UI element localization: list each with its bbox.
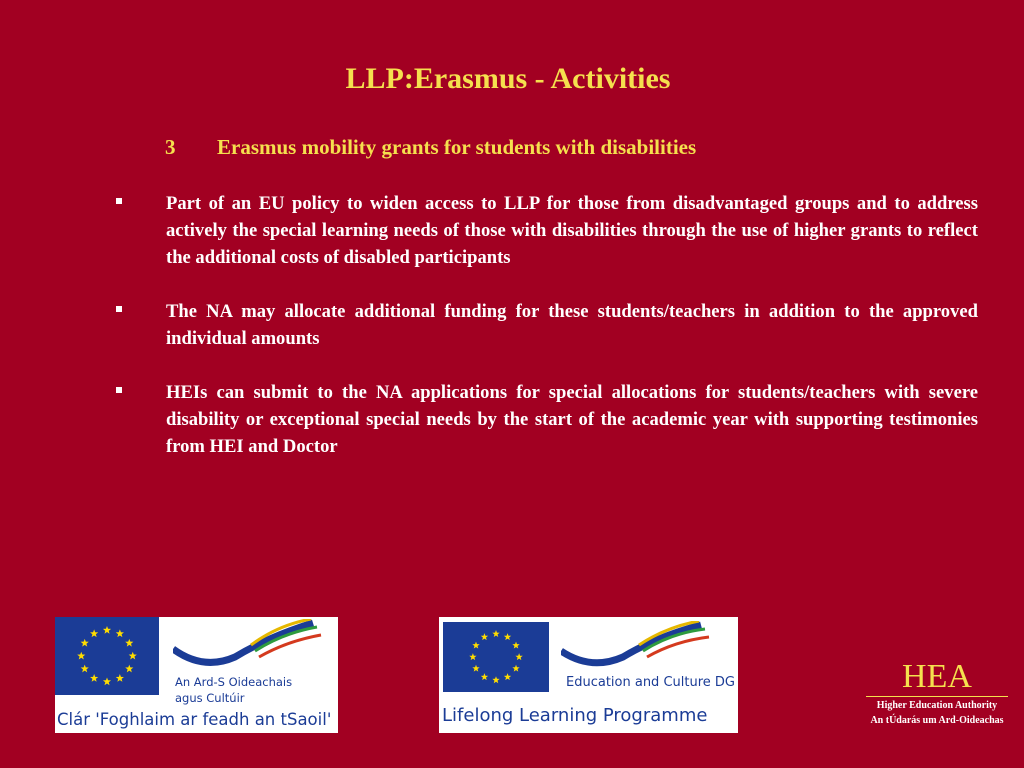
bullet-text: HEIs can submit to the NA applications for special allocations for students/teachers with severe disability or exceptional special needs by the start of the academic year with supporting testimonies from HEI and Doctor [166, 382, 978, 457]
hea-irish-name: An tÚdarás um Ard-Oideachas [870, 715, 1004, 726]
eu-star-icon [81, 665, 89, 673]
bullet-list [112, 190, 978, 487]
eu-flag-icon [55, 617, 159, 695]
bullet-text: Part of an EU policy to widen access to LLP for those from disadvantaged groups and to address actively the special learning needs of those with disabilities through the use of higher grants to reflect the additional costs of disabled participants [166, 193, 978, 268]
eu-star-icon [472, 642, 479, 649]
bullet-item [112, 379, 978, 460]
eu-star-icon [481, 633, 488, 640]
eu-star-icon [512, 642, 519, 649]
eu-star-icon [472, 665, 479, 672]
eu-flag-icon [443, 622, 549, 692]
eu-star-icon [469, 653, 476, 660]
eu-star-icon [129, 652, 137, 660]
eu-star-icon [492, 630, 499, 637]
subtitle-number: 3 [165, 135, 176, 159]
hea-letters: HEA [866, 660, 1008, 697]
eu-star-icon [504, 633, 511, 640]
hea-logo [862, 660, 1012, 727]
eu-star-icon [125, 639, 133, 647]
ministry-name-line1: An Ard-S Oideachais [175, 675, 293, 689]
eu-star-icon [492, 676, 499, 683]
eu-star-icon [125, 665, 133, 673]
slide-title: LLP:Erasmus - Activities [345, 62, 671, 95]
eu-star-icon [116, 629, 124, 637]
programme-name: Lifelong Learning Programme [442, 705, 708, 726]
hea-name: Higher Education Authority [876, 700, 998, 711]
bullet-item [112, 190, 978, 271]
square-bullet-icon [116, 306, 122, 312]
eu-llp-logo [439, 617, 738, 733]
dg-name: Education and Culture DG [566, 675, 735, 690]
eu-star-icon [81, 639, 89, 647]
eu-star-icon [512, 665, 519, 672]
eu-star-icon [90, 674, 98, 682]
eu-star-icon [103, 626, 111, 634]
square-bullet-icon [116, 387, 122, 393]
eu-star-icon [103, 677, 111, 685]
ministry-name-line2: agus Cultúir [175, 691, 245, 705]
slide-subtitle [165, 135, 696, 160]
eu-star-icon [116, 674, 124, 682]
square-bullet-icon [116, 198, 122, 204]
llp-swoosh-icon [561, 621, 711, 679]
ministry-llp-logo [55, 617, 338, 733]
bullet-text: The NA may allocate additional funding for these students/teachers in addition to the approved individual amounts [166, 301, 978, 349]
eu-star-icon [515, 653, 522, 660]
bullet-item [112, 298, 978, 352]
eu-star-icon [481, 673, 488, 680]
subtitle-text: Erasmus mobility grants for students with disabilities [217, 135, 697, 159]
eu-star-icon [504, 673, 511, 680]
programme-irish-name: Clár 'Foghlaim ar feadh an tSaoil' [57, 710, 332, 729]
eu-star-icon [90, 629, 98, 637]
llp-swoosh-icon [173, 619, 323, 679]
eu-star-icon [77, 652, 85, 660]
